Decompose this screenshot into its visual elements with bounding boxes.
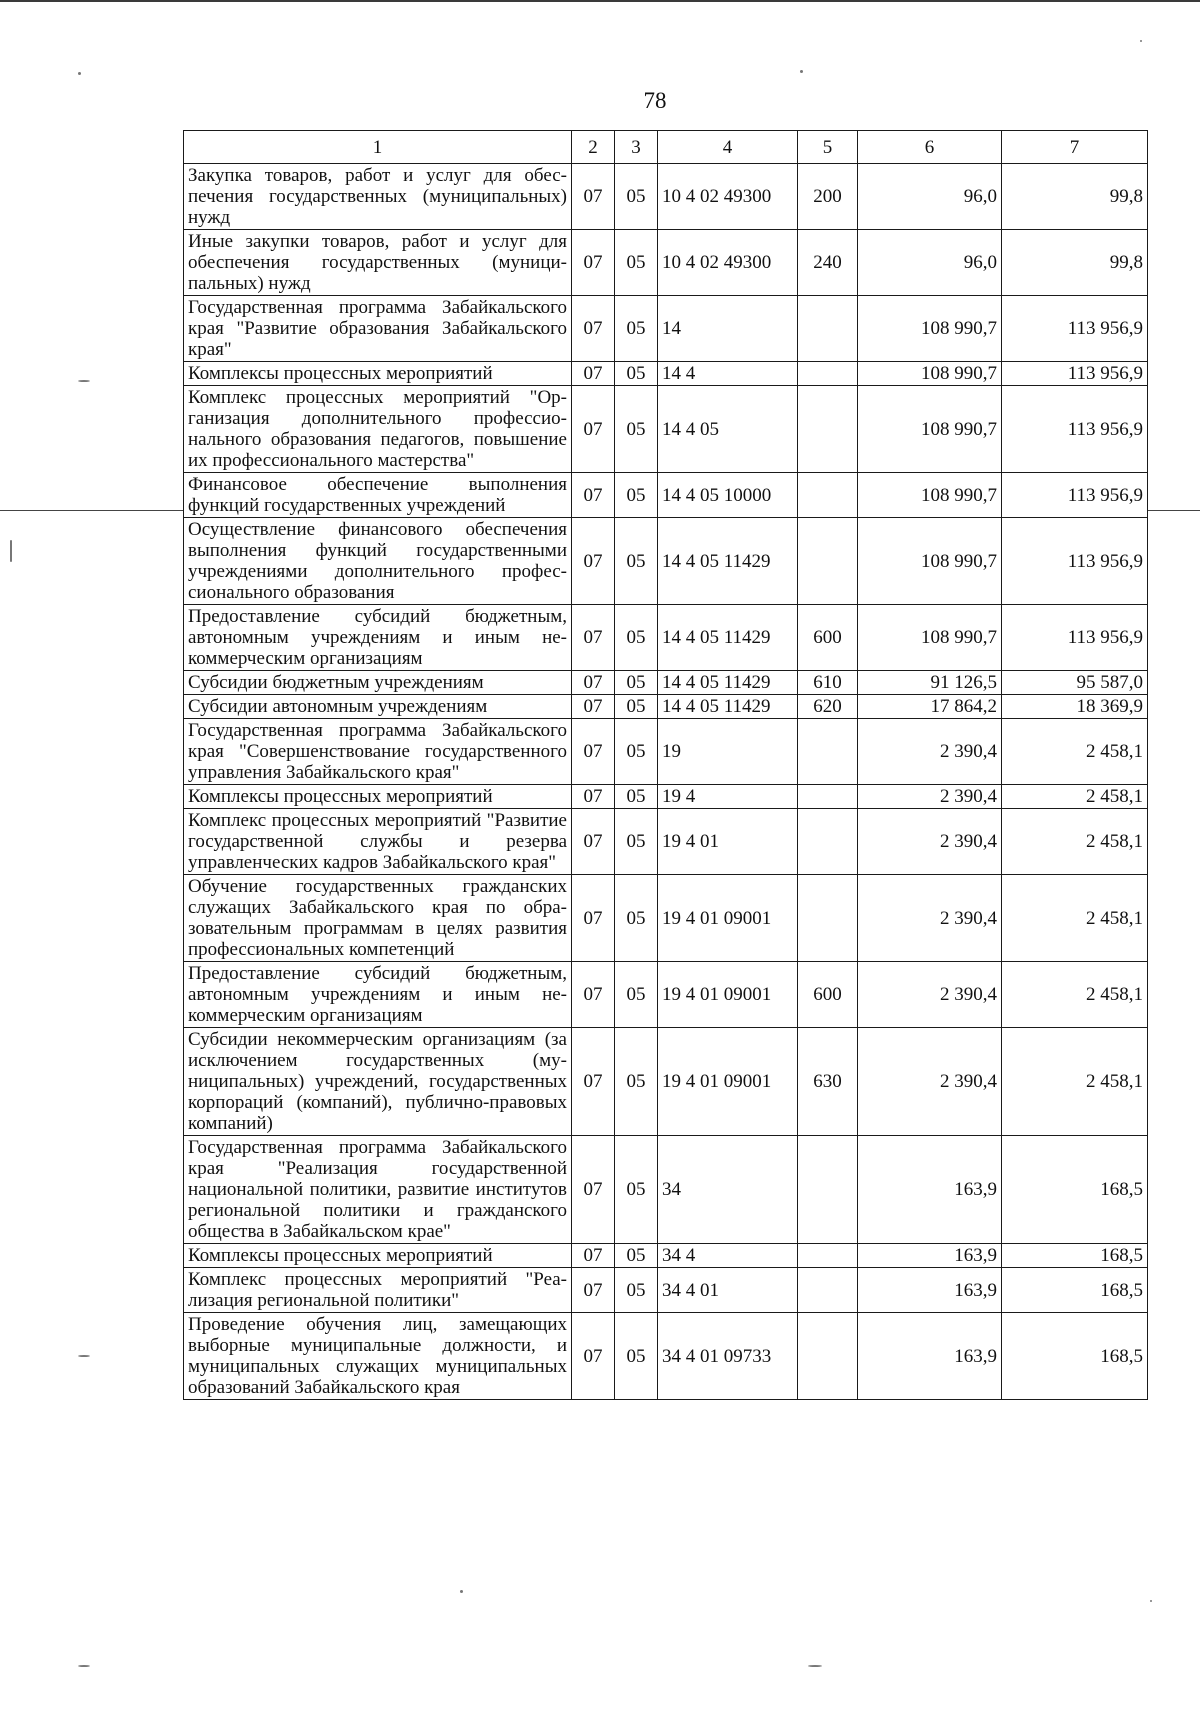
cell-amount-year-1: 96,0 (858, 230, 1002, 296)
scan-speck (1140, 40, 1142, 42)
table-row (184, 362, 1148, 386)
table-row (184, 1028, 1148, 1136)
cell-subsection: 05 (615, 164, 658, 230)
cell-target-article: 14 4 05 10000 (658, 473, 798, 518)
cell-target-article: 19 4 01 09001 (658, 962, 798, 1028)
cell-amount-year-1: 163,9 (858, 1268, 1002, 1313)
cell-amount-year-2: 95 587,0 (1002, 671, 1148, 695)
table-row (184, 695, 1148, 719)
cell-section: 07 (572, 1028, 615, 1136)
cell-expense-type: 200 (798, 164, 858, 230)
cell-subsection: 05 (615, 1268, 658, 1313)
cell-subsection: 05 (615, 518, 658, 605)
cell-amount-year-2: 168,5 (1002, 1268, 1148, 1313)
cell-target-article: 19 (658, 719, 798, 785)
header-col-4: 4 (658, 131, 798, 164)
scan-speck (460, 1590, 463, 1593)
cell-section: 07 (572, 296, 615, 362)
scan-speck (808, 1665, 822, 1667)
cell-expense-type: 630 (798, 1028, 858, 1136)
cell-amount-year-2: 113 956,9 (1002, 518, 1148, 605)
cell-amount-year-2: 99,8 (1002, 230, 1148, 296)
scan-speck (1150, 1600, 1152, 1602)
cell-amount-year-2: 18 369,9 (1002, 695, 1148, 719)
cell-subsection: 05 (615, 296, 658, 362)
cell-target-article: 14 (658, 296, 798, 362)
cell-target-article: 34 4 01 (658, 1268, 798, 1313)
cell-amount-year-2: 2 458,1 (1002, 962, 1148, 1028)
cell-target-article: 14 4 05 11429 (658, 671, 798, 695)
cell-subsection: 05 (615, 785, 658, 809)
cell-target-article: 34 4 01 09733 (658, 1313, 798, 1400)
cell-name: Комплекс процессных мероприятий "Развитие государственной службы и резерва управленческих кадров Забайкальского края" (184, 809, 572, 875)
table-row (184, 1136, 1148, 1244)
scan-speck (10, 540, 12, 562)
cell-amount-year-2: 2 458,1 (1002, 719, 1148, 785)
cell-expense-type (798, 386, 858, 473)
cell-section: 07 (572, 671, 615, 695)
cell-name: Осуществление финансового обеспечения выполнения функций государственными учреждениями дополнительного профессионального образования (184, 518, 572, 605)
cell-name: Финансовое обеспечение выполнения функций государственных учреждений (184, 473, 572, 518)
cell-target-article: 10 4 02 49300 (658, 230, 798, 296)
cell-amount-year-2: 168,5 (1002, 1244, 1148, 1268)
cell-subsection: 05 (615, 1136, 658, 1244)
cell-subsection: 05 (615, 809, 658, 875)
cell-name: Предоставление субсидий бюджетным, автономным учреждениям и иным некоммерческим организациям (184, 605, 572, 671)
scan-artifact-line-left (0, 510, 183, 511)
cell-expense-type (798, 1313, 858, 1400)
cell-expense-type (798, 809, 858, 875)
cell-section: 07 (572, 695, 615, 719)
cell-name: Комплексы процессных мероприятий (184, 785, 572, 809)
cell-name: Субсидии бюджетным учреждениям (184, 671, 572, 695)
table-row (184, 785, 1148, 809)
cell-subsection: 05 (615, 473, 658, 518)
cell-amount-year-2: 2 458,1 (1002, 1028, 1148, 1136)
table-row (184, 1244, 1148, 1268)
scan-speck (78, 1665, 90, 1667)
cell-target-article: 14 4 05 (658, 386, 798, 473)
table-row (184, 296, 1148, 362)
cell-target-article: 19 4 (658, 785, 798, 809)
cell-name: Государственная программа Забайкальского края "Развитие образования Забайкальского края" (184, 296, 572, 362)
cell-section: 07 (572, 386, 615, 473)
cell-amount-year-2: 168,5 (1002, 1313, 1148, 1400)
cell-amount-year-2: 2 458,1 (1002, 875, 1148, 962)
cell-section: 07 (572, 230, 615, 296)
table-header-row (184, 131, 1148, 164)
table-row (184, 719, 1148, 785)
cell-name: Государственная программа Забайкальского края "Совершенствование государственного управления Забайкальского края" (184, 719, 572, 785)
cell-expense-type (798, 1268, 858, 1313)
cell-amount-year-1: 163,9 (858, 1244, 1002, 1268)
cell-amount-year-2: 113 956,9 (1002, 605, 1148, 671)
cell-name: Комплексы процессных мероприятий (184, 1244, 572, 1268)
cell-expense-type (798, 785, 858, 809)
cell-section: 07 (572, 809, 615, 875)
cell-name: Закупка товаров, работ и услуг для обеспечения государственных (муниципальных) нужд (184, 164, 572, 230)
cell-name: Субсидии автономным учреждениям (184, 695, 572, 719)
cell-amount-year-1: 2 390,4 (858, 962, 1002, 1028)
cell-amount-year-1: 96,0 (858, 164, 1002, 230)
cell-target-article: 19 4 01 (658, 809, 798, 875)
cell-amount-year-2: 168,5 (1002, 1136, 1148, 1244)
cell-section: 07 (572, 875, 615, 962)
cell-section: 07 (572, 785, 615, 809)
cell-subsection: 05 (615, 671, 658, 695)
cell-section: 07 (572, 1313, 615, 1400)
cell-target-article: 14 4 05 11429 (658, 695, 798, 719)
cell-expense-type (798, 362, 858, 386)
cell-name: Государственная программа Забайкальского края "Реализация государственной национальной политики, развитие институтов региональной политики и гражданского общества в Забайкальском крае" (184, 1136, 572, 1244)
cell-expense-type: 600 (798, 605, 858, 671)
header-col-2: 2 (572, 131, 615, 164)
cell-amount-year-1: 108 990,7 (858, 386, 1002, 473)
cell-name: Субсидии некоммерческим организациям (за исключением государственных (муниципальных) учреждений, государственных корпораций (компаний), публично-правовых компаний) (184, 1028, 572, 1136)
cell-subsection: 05 (615, 386, 658, 473)
cell-amount-year-1: 2 390,4 (858, 1028, 1002, 1136)
cell-section: 07 (572, 164, 615, 230)
scan-speck (800, 70, 803, 73)
cell-target-article: 14 4 05 11429 (658, 518, 798, 605)
table-row (184, 386, 1148, 473)
cell-section: 07 (572, 1244, 615, 1268)
cell-expense-type: 600 (798, 962, 858, 1028)
cell-name: Комплекс процессных мероприятий "Организация дополнительного профессионального образования педагогов, повышение их профессионального мастерства" (184, 386, 572, 473)
cell-subsection: 05 (615, 875, 658, 962)
cell-amount-year-1: 108 990,7 (858, 605, 1002, 671)
cell-target-article: 14 4 (658, 362, 798, 386)
cell-expense-type (798, 296, 858, 362)
cell-amount-year-1: 2 390,4 (858, 875, 1002, 962)
table-row (184, 962, 1148, 1028)
cell-amount-year-1: 2 390,4 (858, 719, 1002, 785)
cell-name: Иные закупки товаров, работ и услуг для обеспечения государственных (муниципальных) нужд (184, 230, 572, 296)
budget-table (183, 130, 1148, 1400)
cell-subsection: 05 (615, 362, 658, 386)
cell-subsection: 05 (615, 1313, 658, 1400)
cell-subsection: 05 (615, 695, 658, 719)
cell-name: Обучение государственных гражданских служащих Забайкальского края по образовательным программам в целях развития профессиональных компетенций (184, 875, 572, 962)
table-row (184, 875, 1148, 962)
cell-subsection: 05 (615, 962, 658, 1028)
cell-expense-type (798, 1244, 858, 1268)
table-row (184, 1313, 1148, 1400)
cell-amount-year-1: 108 990,7 (858, 473, 1002, 518)
cell-subsection: 05 (615, 605, 658, 671)
cell-subsection: 05 (615, 1028, 658, 1136)
cell-amount-year-1: 91 126,5 (858, 671, 1002, 695)
header-col-6: 6 (858, 131, 1002, 164)
cell-amount-year-2: 113 956,9 (1002, 362, 1148, 386)
cell-expense-type (798, 719, 858, 785)
cell-expense-type (798, 1136, 858, 1244)
cell-target-article: 19 4 01 09001 (658, 875, 798, 962)
table-row (184, 605, 1148, 671)
header-col-7: 7 (1002, 131, 1148, 164)
cell-expense-type: 620 (798, 695, 858, 719)
cell-section: 07 (572, 1268, 615, 1313)
table-row (184, 1268, 1148, 1313)
cell-target-article: 34 4 (658, 1244, 798, 1268)
cell-target-article: 14 4 05 11429 (658, 605, 798, 671)
cell-amount-year-2: 113 956,9 (1002, 473, 1148, 518)
cell-amount-year-2: 99,8 (1002, 164, 1148, 230)
cell-subsection: 05 (615, 1244, 658, 1268)
cell-subsection: 05 (615, 719, 658, 785)
cell-expense-type (798, 518, 858, 605)
table-row (184, 230, 1148, 296)
header-col-1: 1 (184, 131, 572, 164)
cell-amount-year-1: 17 864,2 (858, 695, 1002, 719)
cell-amount-year-1: 163,9 (858, 1136, 1002, 1244)
cell-amount-year-1: 163,9 (858, 1313, 1002, 1400)
scan-speck (78, 1355, 90, 1357)
cell-name: Предоставление субсидий бюджетным, автономным учреждениям и иным некоммерческим организациям (184, 962, 572, 1028)
cell-section: 07 (572, 605, 615, 671)
scan-artifact-line-right (1147, 510, 1200, 511)
cell-expense-type (798, 875, 858, 962)
cell-section: 07 (572, 962, 615, 1028)
table-row (184, 518, 1148, 605)
scan-speck (78, 72, 81, 75)
cell-amount-year-1: 2 390,4 (858, 785, 1002, 809)
cell-amount-year-2: 113 956,9 (1002, 386, 1148, 473)
cell-amount-year-1: 108 990,7 (858, 362, 1002, 386)
cell-section: 07 (572, 518, 615, 605)
cell-amount-year-2: 2 458,1 (1002, 785, 1148, 809)
cell-section: 07 (572, 362, 615, 386)
cell-expense-type: 240 (798, 230, 858, 296)
cell-amount-year-2: 113 956,9 (1002, 296, 1148, 362)
table-row (184, 671, 1148, 695)
cell-name: Проведение обучения лиц, замещающих выборные муниципальные должности, и муниципальных служащих муниципальных образований Забайкальского края (184, 1313, 572, 1400)
cell-target-article: 10 4 02 49300 (658, 164, 798, 230)
cell-name: Комплексы процессных мероприятий (184, 362, 572, 386)
cell-expense-type (798, 473, 858, 518)
table-row (184, 473, 1148, 518)
cell-subsection: 05 (615, 230, 658, 296)
cell-amount-year-2: 2 458,1 (1002, 809, 1148, 875)
scan-edge-line (0, 0, 1200, 2)
cell-section: 07 (572, 473, 615, 518)
cell-amount-year-1: 2 390,4 (858, 809, 1002, 875)
table-row (184, 809, 1148, 875)
cell-expense-type: 610 (798, 671, 858, 695)
cell-amount-year-1: 108 990,7 (858, 296, 1002, 362)
table-row (184, 164, 1148, 230)
cell-target-article: 34 (658, 1136, 798, 1244)
cell-amount-year-1: 108 990,7 (858, 518, 1002, 605)
table-body (184, 164, 1148, 1400)
page-number: 78 (643, 88, 667, 113)
cell-target-article: 19 4 01 09001 (658, 1028, 798, 1136)
cell-section: 07 (572, 719, 615, 785)
header-col-3: 3 (615, 131, 658, 164)
cell-name: Комплекс процессных мероприятий "Реализация региональной политики" (184, 1268, 572, 1313)
cell-section: 07 (572, 1136, 615, 1244)
scan-speck (78, 380, 90, 382)
header-col-5: 5 (798, 131, 858, 164)
